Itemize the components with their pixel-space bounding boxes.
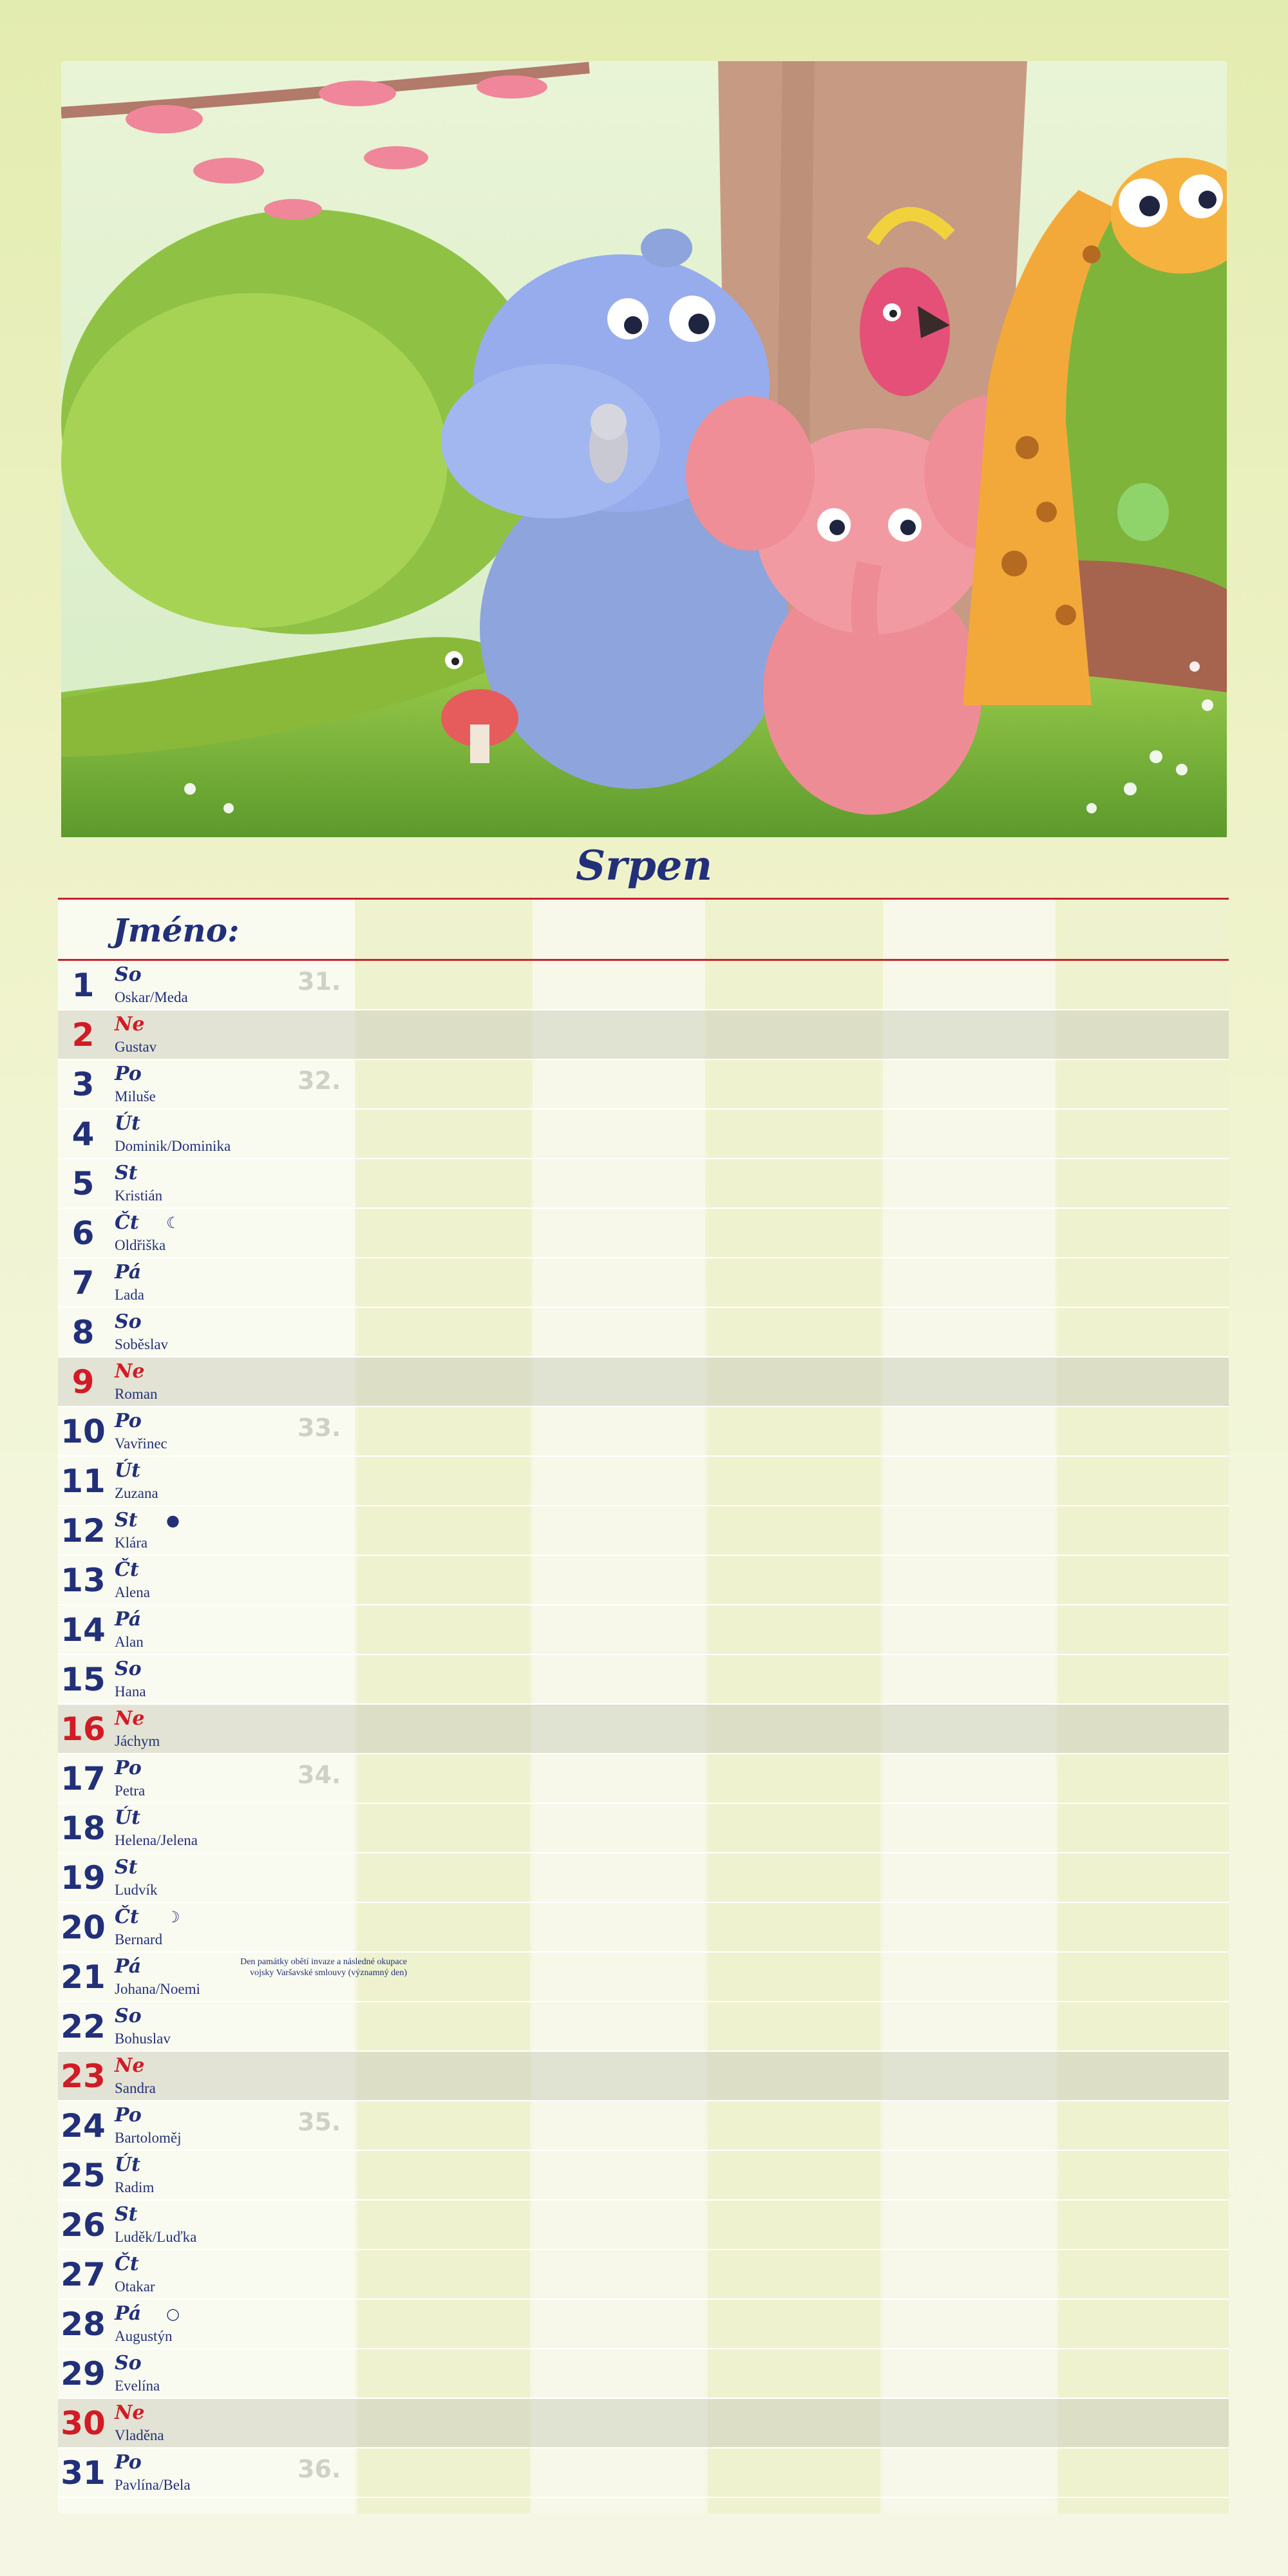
name-day: Ludvík xyxy=(115,1882,158,1898)
day-number: 15 xyxy=(61,1661,106,1698)
weekday-label: Ne xyxy=(115,1360,145,1383)
name-day: Gustav xyxy=(115,1039,157,1055)
name-header-label: Jméno: xyxy=(113,911,240,949)
day-number: 21 xyxy=(61,1958,106,1996)
moon-phase-icon: ○ xyxy=(166,2305,180,2323)
day-row[interactable] xyxy=(58,2349,1229,2399)
day-number: 4 xyxy=(71,1115,95,1153)
name-day: Sandra xyxy=(115,2080,156,2096)
name-day: Vavřinec xyxy=(115,1435,167,1452)
day-row[interactable] xyxy=(58,1358,1229,1407)
name-day: Kristián xyxy=(115,1188,163,1204)
weekday-label: So xyxy=(115,963,142,986)
day-row[interactable] xyxy=(58,2300,1229,2349)
weekday-label: Út xyxy=(115,1806,141,1829)
weekday-label: Pá xyxy=(115,1261,142,1283)
weekday-label: Út xyxy=(115,1112,141,1135)
day-number: 20 xyxy=(61,1909,106,1946)
weekday-label: Čt xyxy=(115,1211,139,1234)
day-number: 28 xyxy=(61,2306,106,2343)
weekday-label: Po xyxy=(115,2451,142,2474)
weekday-label: Čt xyxy=(115,1558,139,1581)
day-number: 30 xyxy=(61,2405,106,2442)
day-number: 22 xyxy=(61,2008,106,2045)
name-day: Radim xyxy=(115,2179,155,2195)
day-rows xyxy=(58,961,1229,2498)
name-day: Bohuslav xyxy=(115,2031,171,2047)
day-number: 13 xyxy=(61,1562,106,1599)
weekday-label: Po xyxy=(115,1410,142,1432)
day-row[interactable] xyxy=(58,1110,1229,1159)
name-day: Oldřiška xyxy=(115,1237,166,1253)
weekday-label: So xyxy=(115,2005,142,2027)
day-row[interactable] xyxy=(58,1903,1229,1953)
day-number: 31 xyxy=(61,2454,106,2492)
name-day: Oskar/Meda xyxy=(115,989,188,1005)
day-number: 17 xyxy=(61,1760,106,1797)
name-day: Vladěna xyxy=(115,2427,164,2443)
day-row[interactable] xyxy=(58,2201,1229,2250)
weekday-label: Po xyxy=(115,1757,142,1779)
day-number: 11 xyxy=(61,1463,106,1500)
day-number: 6 xyxy=(71,1215,95,1252)
weekday-label: So xyxy=(115,1658,142,1680)
day-number: 26 xyxy=(61,2206,106,2244)
weekday-label: Čt xyxy=(115,1906,139,1928)
name-day: Bartoloměj xyxy=(115,2130,182,2146)
day-number: 25 xyxy=(61,2157,106,2194)
name-day: Bernard xyxy=(115,1931,163,1947)
name-day: Dominik/Dominika xyxy=(115,1138,231,1154)
day-number: 23 xyxy=(61,2058,106,2095)
day-number: 3 xyxy=(71,1066,95,1103)
month-title: Srpen xyxy=(576,842,712,890)
day-number: 1 xyxy=(71,967,95,1004)
day-number: 2 xyxy=(71,1016,95,1054)
name-day: Jáchym xyxy=(115,1733,160,1749)
name-day: Miluše xyxy=(115,1088,156,1104)
week-number: 31. xyxy=(298,967,341,996)
name-day: Evelína xyxy=(115,2378,160,2394)
weekday-label: Pá xyxy=(115,2302,142,2325)
day-row[interactable] xyxy=(58,2002,1229,2052)
day-row[interactable] xyxy=(58,1853,1229,1903)
weekday-label: Ne xyxy=(115,1707,145,1730)
weekday-label: Út xyxy=(115,2154,141,2176)
day-number: 19 xyxy=(61,1859,106,1897)
name-day: Johana/Noemi xyxy=(115,1981,200,1997)
weekday-label: So xyxy=(115,1311,142,1333)
name-day: Alan xyxy=(115,1634,144,1650)
name-day: Hana xyxy=(115,1683,146,1700)
name-day: Augustýn xyxy=(115,2328,173,2344)
day-row[interactable] xyxy=(58,2052,1229,2101)
holiday-note: Den památky obětí invaze a následné okupace vojsky Varšavské smlouvy (významný den) xyxy=(240,1957,407,1978)
weekday-label: Ne xyxy=(115,1013,145,1036)
name-day: Otakar xyxy=(115,2278,155,2295)
day-row[interactable] xyxy=(58,1457,1229,1506)
day-number: 5 xyxy=(71,1165,95,1202)
weekday-label: Ne xyxy=(115,2054,145,2077)
week-number: 36. xyxy=(298,2455,341,2483)
week-number: 34. xyxy=(298,1761,341,1789)
weekday-label: Ne xyxy=(115,2401,145,2424)
jungle-animals-illustration xyxy=(61,61,1227,837)
weekday-label: So xyxy=(115,2352,142,2374)
week-number: 35. xyxy=(298,2108,341,2136)
weekday-label: St xyxy=(115,1856,138,1879)
day-row[interactable] xyxy=(58,1953,1229,2002)
day-row[interactable] xyxy=(58,1060,1229,1110)
day-row[interactable] xyxy=(58,2448,1229,2498)
name-day: Zuzana xyxy=(115,1485,158,1501)
name-day: Luděk/Luďka xyxy=(115,2229,197,2245)
day-row[interactable] xyxy=(58,961,1229,1010)
day-row[interactable] xyxy=(58,1308,1229,1358)
day-number: 24 xyxy=(61,2107,106,2145)
name-day: Helena/Jelena xyxy=(115,1832,198,1848)
weekday-label: Po xyxy=(115,1063,142,1085)
day-row[interactable] xyxy=(58,1754,1229,1804)
weekday-label: Čt xyxy=(115,2253,139,2275)
day-number: 18 xyxy=(61,1810,106,1847)
week-number: 32. xyxy=(298,1066,341,1095)
day-number: 16 xyxy=(61,1710,106,1748)
day-number: 9 xyxy=(71,1363,95,1401)
week-number: 33. xyxy=(298,1414,341,1442)
day-row[interactable] xyxy=(58,1556,1229,1605)
weekday-label: Út xyxy=(115,1459,141,1482)
weekday-label: St xyxy=(115,1162,138,1184)
day-row[interactable] xyxy=(58,2250,1229,2300)
name-day: Lada xyxy=(115,1287,144,1303)
name-day: Alena xyxy=(115,1584,150,1600)
day-row[interactable] xyxy=(58,2101,1229,2151)
day-row[interactable] xyxy=(58,1209,1229,1258)
name-day: Klára xyxy=(115,1535,148,1551)
day-number: 7 xyxy=(71,1264,95,1302)
name-day: Roman xyxy=(115,1386,158,1402)
day-row[interactable] xyxy=(58,1159,1229,1209)
weekday-label: Po xyxy=(115,2104,142,2126)
day-row[interactable] xyxy=(58,1655,1229,1705)
day-number: 29 xyxy=(61,2355,106,2392)
moon-phase-icon: ☾ xyxy=(166,1214,180,1232)
name-day: Soběslav xyxy=(115,1336,169,1352)
day-row[interactable] xyxy=(58,1605,1229,1655)
day-row[interactable] xyxy=(58,1506,1229,1556)
day-row[interactable] xyxy=(58,2399,1229,2448)
day-number: 8 xyxy=(71,1314,95,1351)
day-number: 14 xyxy=(61,1611,106,1649)
day-row[interactable] xyxy=(58,1258,1229,1308)
weekday-label: Pá xyxy=(115,1955,142,1978)
name-day: Petra xyxy=(115,1783,146,1799)
day-number: 12 xyxy=(61,1512,106,1549)
bird xyxy=(1117,483,1169,541)
day-row[interactable] xyxy=(58,1705,1229,1754)
day-row[interactable] xyxy=(58,2151,1229,2201)
name-header-row xyxy=(58,900,1229,959)
parrot xyxy=(860,267,950,396)
weekday-label: St xyxy=(115,2203,138,2226)
day-row[interactable] xyxy=(58,1010,1229,1060)
weekday-label: Pá xyxy=(115,1608,142,1631)
moon-phase-icon: ☽ xyxy=(166,1908,180,1926)
day-number: 10 xyxy=(61,1413,106,1450)
day-row[interactable] xyxy=(58,1804,1229,1853)
name-day: Pavlína/Bela xyxy=(115,2477,191,2493)
day-row[interactable] xyxy=(58,1407,1229,1457)
moon-phase-icon: ● xyxy=(166,1511,180,1530)
day-number: 27 xyxy=(61,2256,106,2293)
weekday-label: St xyxy=(115,1509,138,1531)
